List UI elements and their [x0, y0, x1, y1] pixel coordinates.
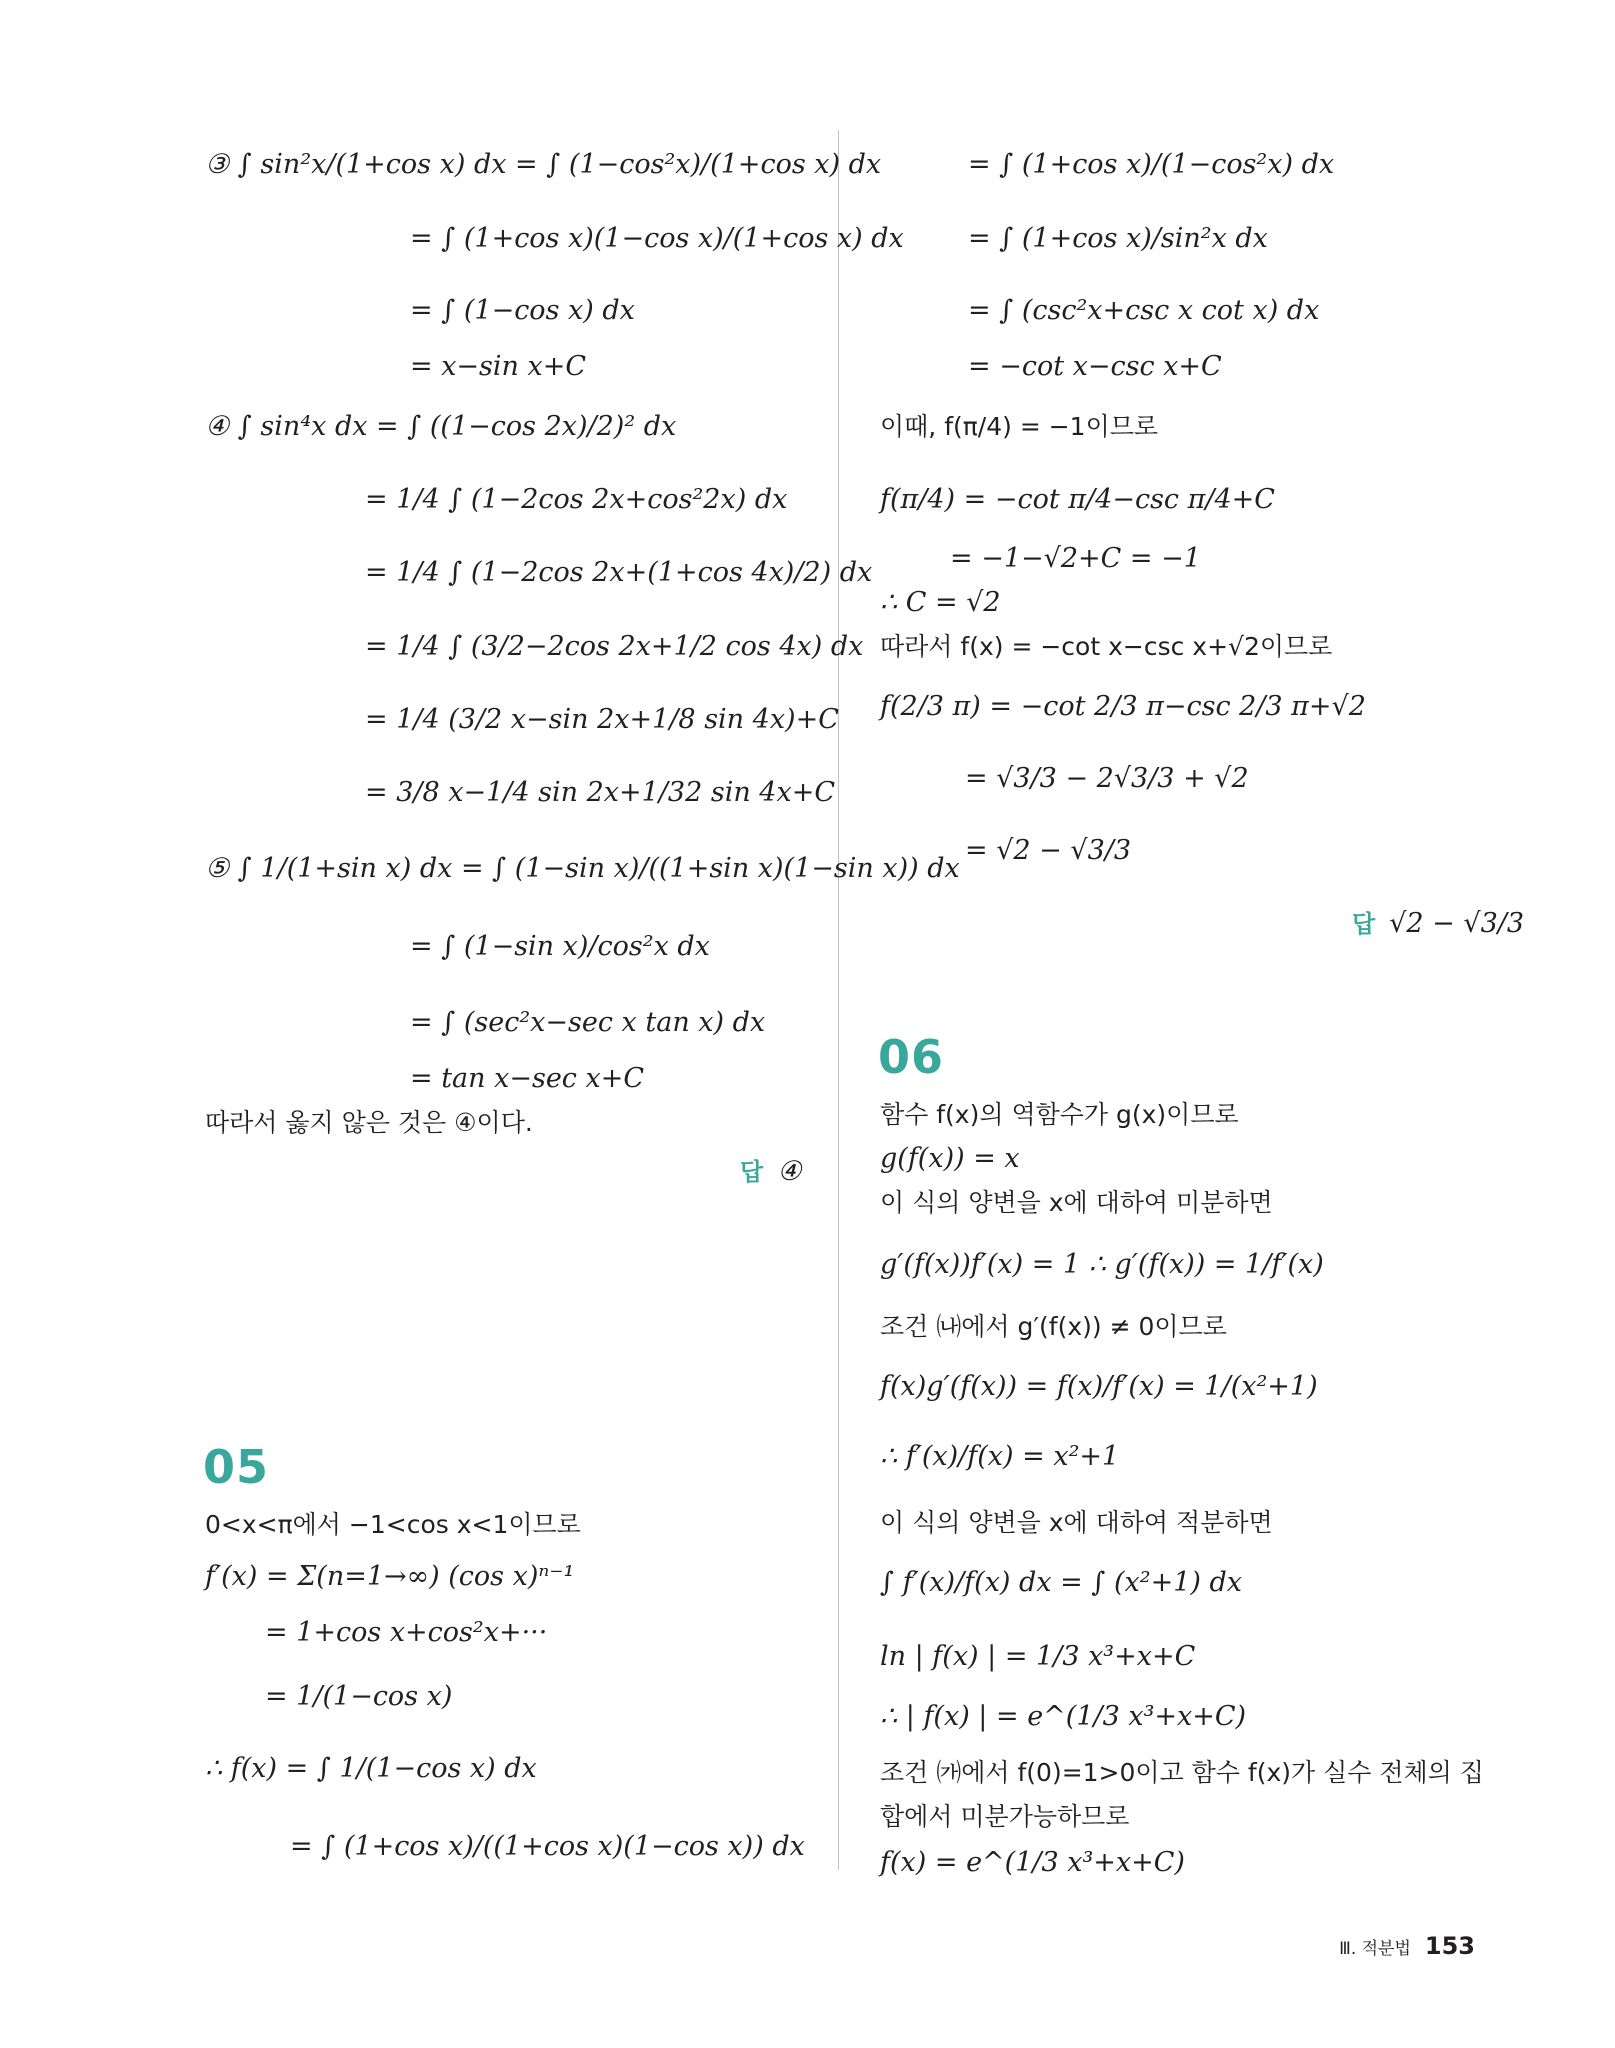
solution-line: ∴ f′(x)/f(x) = x²+1: [880, 1441, 1120, 1472]
answer-block: [740, 1152, 801, 1187]
solution-line: = x−sin x+C: [410, 351, 587, 382]
answer-value: √2 − √3/3: [1389, 908, 1525, 939]
solution-line: = ∫ (1+cos x)/((1+cos x)(1−cos x)) dx: [290, 1831, 805, 1862]
solution-line: = −cot x−csc x+C: [968, 351, 1222, 382]
solution-line: ④ ∫ sin⁴x dx = ∫ ((1−cos 2x)/2)² dx: [205, 411, 677, 442]
solution-line: g′(f(x))f′(x) = 1 ∴ g′(f(x)) = 1/f′(x): [880, 1249, 1324, 1280]
solution-line: 0<x<π에서 −1<cos x<1이므로: [205, 1510, 581, 1539]
solution-line: f(x) = e^(1/3 x³+x+C): [880, 1847, 1185, 1878]
solution-line: f(2/3 π) = −cot 2/3 π−csc 2/3 π+√2: [880, 691, 1366, 722]
solution-line: 이때, f(π/4) = −1이므로: [880, 412, 1159, 441]
solution-line: = 1/4 (3/2 x−sin 2x+1/8 sin 4x)+C: [365, 704, 839, 735]
page-number: 153: [1424, 1932, 1475, 1960]
solution-line: = √3/3 − 2√3/3 + √2: [965, 763, 1249, 794]
solution-line: 따라서 f(x) = −cot x−csc x+√2이므로: [880, 632, 1333, 661]
solution-line: = ∫ (1−cos x) dx: [410, 295, 635, 326]
solution-line: = √2 − √3/3: [965, 835, 1132, 866]
solution-line: ∴ C = √2: [880, 587, 1001, 618]
solution-line: g(f(x)) = x: [880, 1143, 1020, 1174]
solution-line: = 1+cos x+cos²x+···: [265, 1617, 548, 1648]
solution-line: = ∫ (1+cos x)/sin²x dx: [968, 223, 1268, 254]
section-number-05: 05: [203, 1440, 270, 1494]
solution-line: ∴ | f(x) | = e^(1/3 x³+x+C): [880, 1701, 1247, 1732]
page-footer: [1339, 1932, 1475, 1960]
answer-block: [1352, 904, 1524, 939]
answer-value: ④: [777, 1156, 802, 1187]
solution-line: 이 식의 양변을 x에 대하여 미분하면: [880, 1188, 1273, 1217]
solution-line: = ∫ (1−sin x)/cos²x dx: [410, 931, 710, 962]
solution-line: = ∫ (csc²x+csc x cot x) dx: [968, 295, 1320, 326]
solution-line: = −1−√2+C = −1: [950, 543, 1201, 574]
section-number-06: 06: [878, 1030, 945, 1084]
solution-line: f(π/4) = −cot π/4−csc π/4+C: [880, 484, 1275, 515]
solution-line: f(x)g′(f(x)) = f(x)/f′(x) = 1/(x²+1): [880, 1371, 1318, 1402]
solution-line: 함수 f(x)의 역함수가 g(x)이므로: [880, 1100, 1239, 1129]
solution-line: f′(x) = Σ(n=1→∞) (cos x)ⁿ⁻¹: [205, 1561, 575, 1592]
solution-line: 조건 ㈎에서 f(0)=1>0이고 함수 f(x)가 실수 전체의 집: [880, 1758, 1484, 1787]
column-divider: [838, 130, 839, 1870]
solution-line: = 1/4 ∫ (1−2cos 2x+(1+cos 4x)/2) dx: [365, 557, 873, 588]
solution-line: 이 식의 양변을 x에 대하여 적분하면: [880, 1508, 1273, 1537]
solution-line: ∫ f′(x)/f(x) dx = ∫ (x²+1) dx: [880, 1567, 1242, 1598]
solution-line: = tan x−sec x+C: [410, 1063, 645, 1094]
solution-line: = ∫ (sec²x−sec x tan x) dx: [410, 1007, 766, 1038]
chapter-label: Ⅲ. 적분법: [1339, 1939, 1411, 1959]
solution-line: = ∫ (1+cos x)(1−cos x)/(1+cos x) dx: [410, 223, 904, 254]
answer-label: 답: [740, 1158, 764, 1186]
solution-line: = 1/(1−cos x): [265, 1681, 453, 1712]
solution-line: 합에서 미분가능하므로: [880, 1802, 1130, 1831]
solution-line: = ∫ (1+cos x)/(1−cos²x) dx: [968, 149, 1335, 180]
solution-line: = 1/4 ∫ (1−2cos 2x+cos²2x) dx: [365, 484, 788, 515]
solution-line: = 1/4 ∫ (3/2−2cos 2x+1/2 cos 4x) dx: [365, 631, 864, 662]
answer-label: 답: [1352, 910, 1376, 938]
solution-conclusion: 따라서 옳지 않은 것은 ④이다.: [205, 1108, 533, 1137]
solution-line: ⑤ ∫ 1/(1+sin x) dx = ∫ (1−sin x)/((1+sin x)(1−sin x)) dx: [205, 853, 960, 884]
solution-line: ln | f(x) | = 1/3 x³+x+C: [880, 1641, 1196, 1672]
solution-line: 조건 ㈏에서 g′(f(x)) ≠ 0이므로: [880, 1312, 1227, 1341]
solution-line: ∴ f(x) = ∫ 1/(1−cos x) dx: [205, 1753, 537, 1784]
solution-line: = 3/8 x−1/4 sin 2x+1/32 sin 4x+C: [365, 777, 835, 808]
solution-line: ③ ∫ sin²x/(1+cos x) dx = ∫ (1−cos²x)/(1+cos x) dx: [205, 149, 882, 180]
